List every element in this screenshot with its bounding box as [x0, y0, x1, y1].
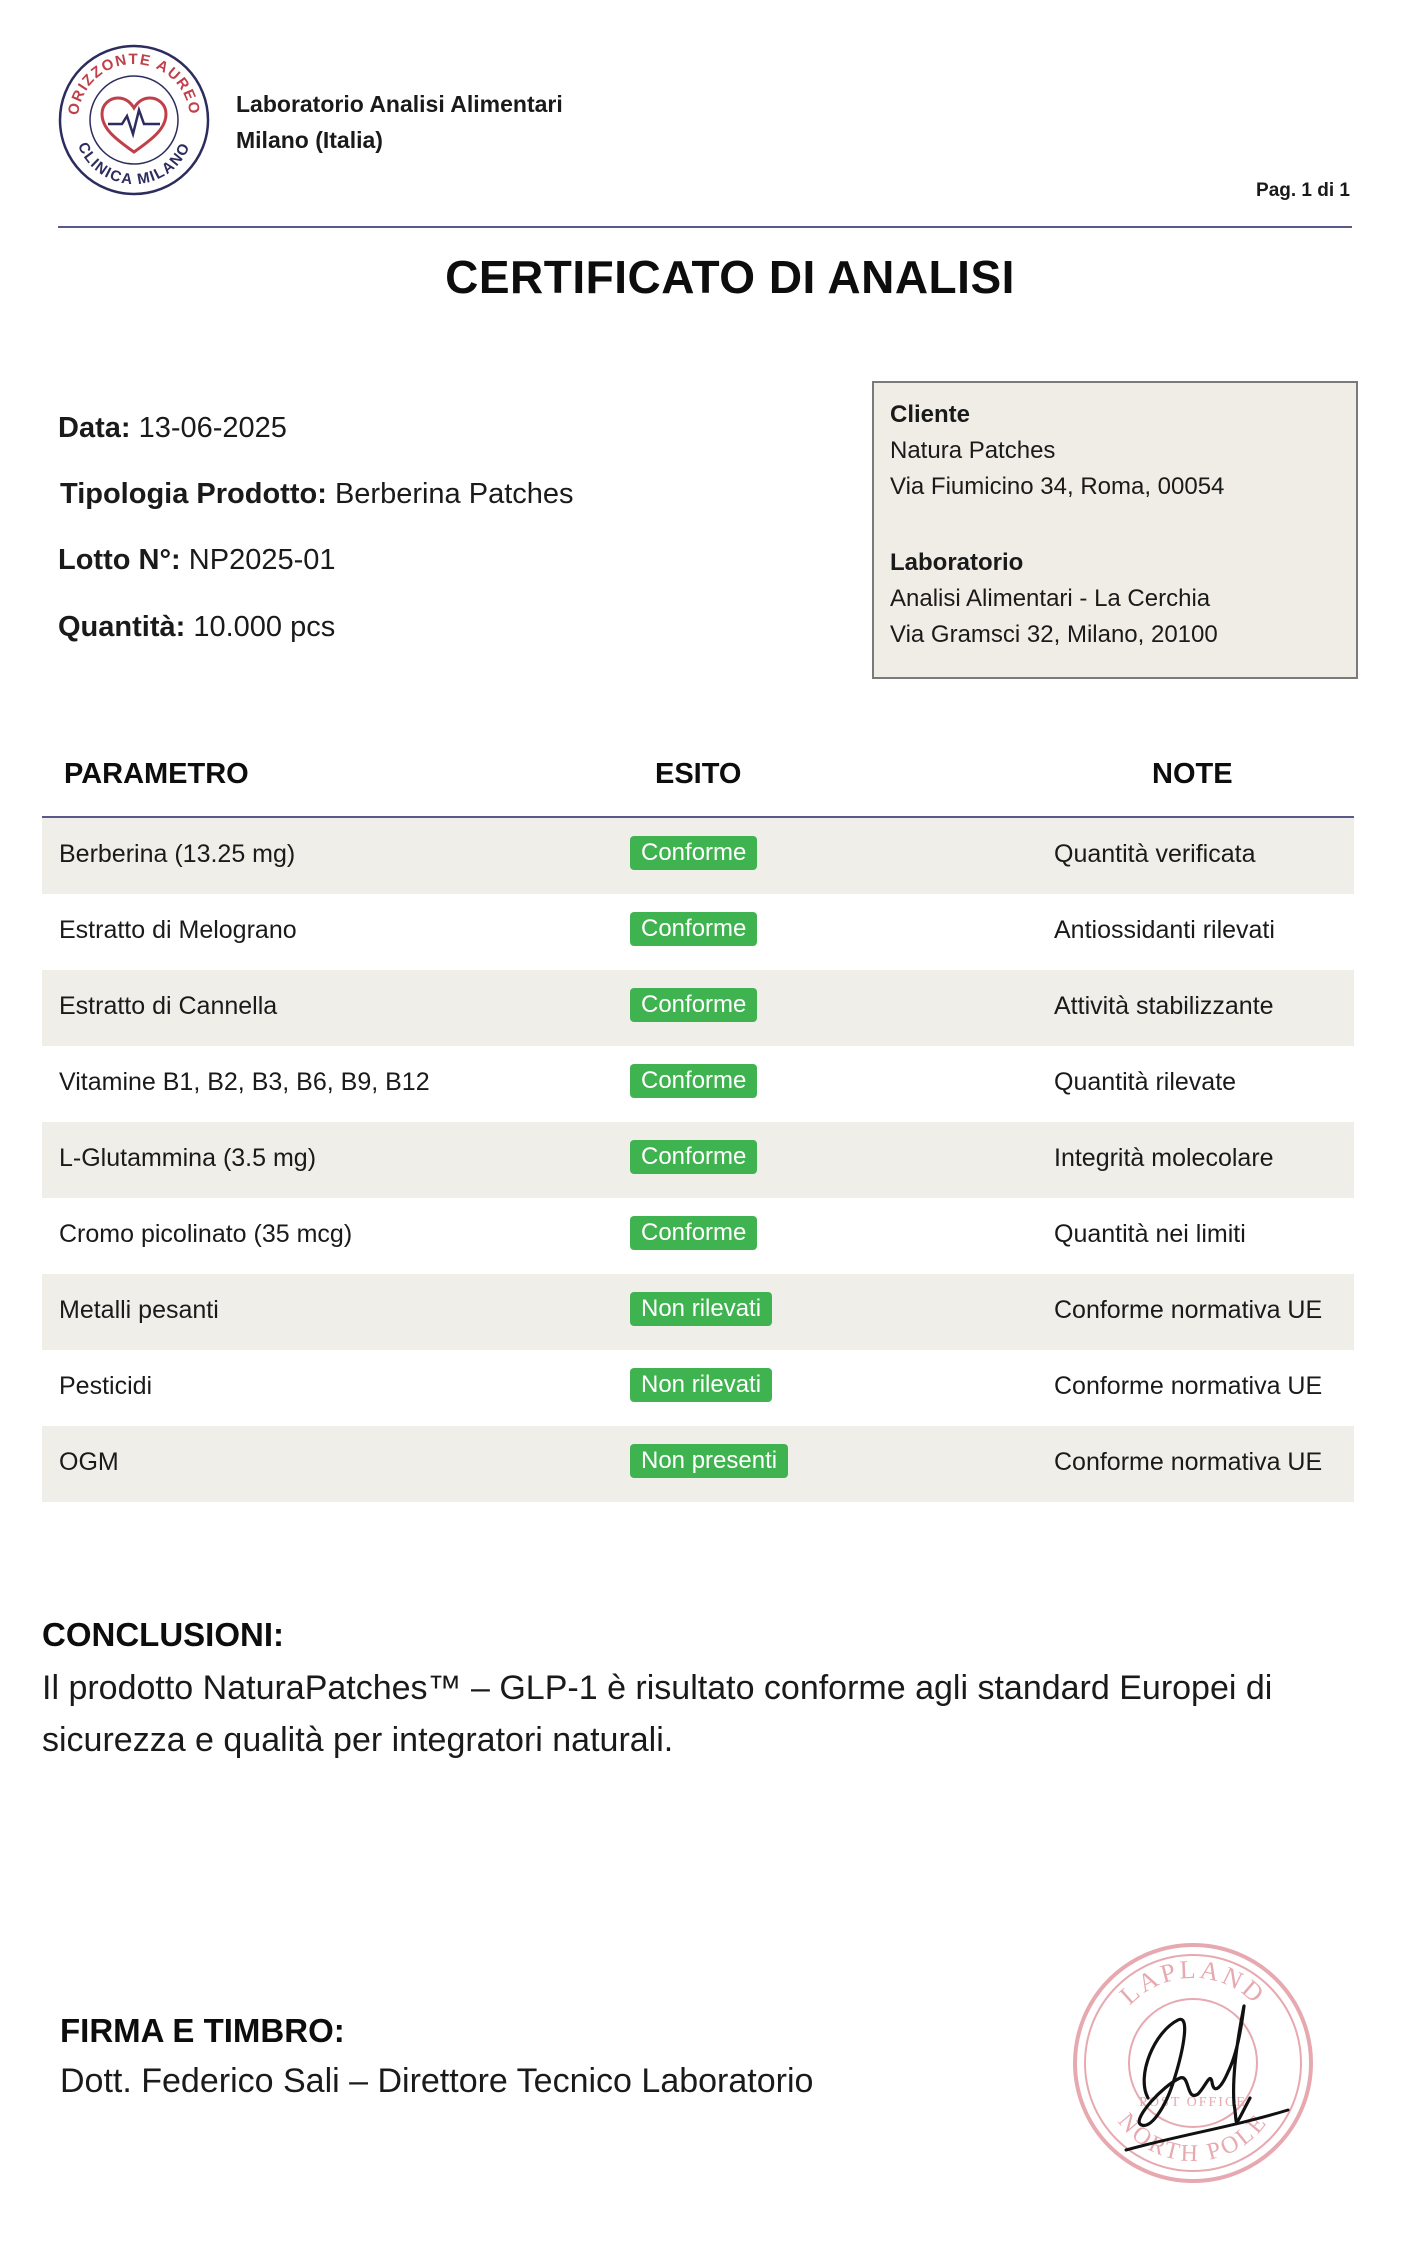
page-number: Pag. 1 di 1: [1256, 180, 1350, 201]
note-cell: Attività stabilizzante: [1054, 992, 1274, 1020]
param-cell: OGM: [59, 1448, 119, 1476]
param-cell: Estratto di Cannella: [59, 992, 278, 1020]
stamp-seal: [1066, 1936, 1320, 2190]
table-row: [42, 894, 1354, 970]
column-header-note: NOTE: [1152, 758, 1233, 790]
param-cell: L-Glutammina (3.5 mg): [59, 1144, 317, 1172]
table-row: [42, 1198, 1354, 1274]
lab-heading: Laboratorio: [890, 549, 1024, 576]
param-cell: Metalli pesanti: [59, 1296, 219, 1324]
param-cell: Estratto di Melograno: [59, 916, 297, 944]
table-row: [42, 1122, 1354, 1198]
lab-name: Laboratorio Analisi Alimentari Milano (Italia): [236, 91, 563, 153]
svg-text:NORTH POLE: NORTH POLE: [1112, 2108, 1274, 2168]
client-info-box: [872, 381, 1358, 679]
table-row: [42, 818, 1354, 894]
meta-quantity: Quantità: 10.000 pcs: [58, 611, 336, 643]
param-cell: Pesticidi: [59, 1372, 153, 1400]
svg-text:LAPLAND: LAPLAND: [1114, 1954, 1272, 2011]
result-badge: Non rilevati: [630, 1292, 772, 1326]
table-row: [42, 1350, 1354, 1426]
note-cell: Antiossidanti rilevati: [1054, 916, 1275, 944]
result-badge: Conforme: [630, 1064, 757, 1098]
svg-text:CLINICA MILANO: CLINICA MILANO: [74, 139, 194, 189]
param-cell: Berberina (13.25 mg): [59, 840, 296, 868]
heartbeat-icon: [108, 110, 160, 134]
meta-lot: Lotto N°: NP2025-01: [58, 544, 336, 576]
note-cell: Conforme normativa UE: [1054, 1372, 1323, 1400]
table-row: [42, 1274, 1354, 1350]
conclusions-text: Il prodotto NaturaPatches™ – GLP-1 è risultato conforme agli standard Europei di sicurezza e qualità per integratori naturali.: [42, 1669, 1273, 1759]
column-header-esito: ESITO: [655, 758, 742, 790]
meta-date: Data: 13-06-2025: [58, 412, 287, 444]
meta-product: Tipologia Prodotto: Berberina Patches: [60, 478, 574, 510]
table-row: [42, 1426, 1354, 1502]
param-cell: Cromo picolinato (35 mcg): [59, 1220, 353, 1248]
results-table: [42, 818, 1354, 1502]
note-cell: Quantità rilevate: [1054, 1068, 1237, 1096]
signature-heading: FIRMA E TIMBRO:: [60, 2012, 345, 2049]
signatory-name: Dott. Federico Sali – Direttore Tecnico Laboratorio: [60, 2062, 814, 2100]
svg-text:POST OFFICE: POST OFFICE: [1139, 2095, 1247, 2110]
result-badge: Non presenti: [630, 1444, 788, 1478]
table-row: [42, 970, 1354, 1046]
conclusions-heading: CONCLUSIONI:: [42, 1616, 284, 1653]
table-row: [42, 1046, 1354, 1122]
column-header-parametro: PARAMETRO: [64, 758, 249, 790]
page-title: CERTIFICATO DI ANALISI: [445, 251, 1015, 303]
note-cell: Quantità nei limiti: [1054, 1220, 1246, 1248]
note-cell: Quantità verificata: [1054, 840, 1256, 868]
param-cell: Vitamine B1, B2, B3, B6, B9, B12: [59, 1068, 430, 1096]
client-address: Via Fiumicino 34, Roma, 00054: [890, 473, 1225, 500]
result-badge: Conforme: [630, 988, 757, 1022]
result-badge: Conforme: [630, 836, 757, 870]
client-name: Natura Patches: [890, 437, 1056, 464]
result-badge: Non rilevati: [630, 1368, 772, 1402]
result-badge: Conforme: [630, 912, 757, 946]
note-cell: Conforme normativa UE: [1054, 1448, 1323, 1476]
note-cell: Conforme normativa UE: [1054, 1296, 1323, 1324]
lab-full-name: Analisi Alimentari - La Cerchia: [890, 585, 1211, 612]
lab-address: Via Gramsci 32, Milano, 20100: [890, 621, 1218, 648]
note-cell: Integrità molecolare: [1054, 1144, 1274, 1172]
result-badge: Conforme: [630, 1140, 757, 1174]
svg-text:ORIZZONTE AUREO: ORIZZONTE AUREO: [65, 50, 203, 117]
clinic-logo: [56, 42, 212, 198]
client-heading: Cliente: [890, 401, 971, 428]
result-badge: Conforme: [630, 1216, 757, 1250]
header-divider: [58, 226, 1352, 228]
